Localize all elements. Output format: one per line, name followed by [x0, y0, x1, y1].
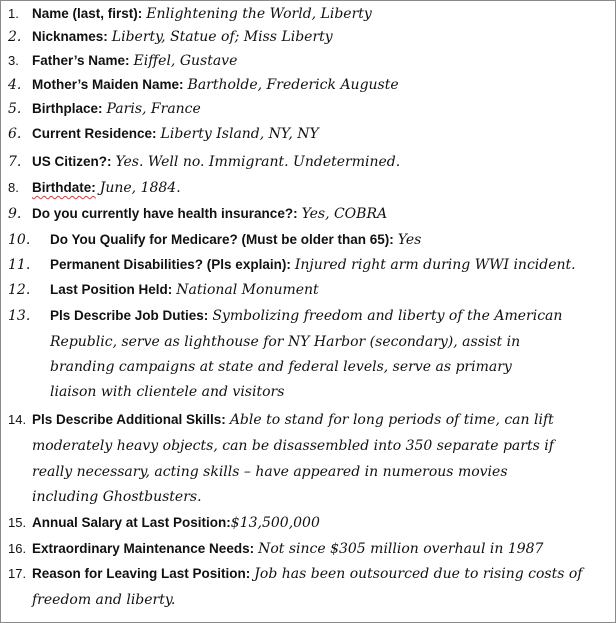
field-answer: June, 1884.	[99, 180, 181, 196]
answer-continuation: moderately heavy objects, can be disassembled into 350 separate parts if	[32, 438, 554, 454]
field-label: Pls Describe Additional Skills:	[32, 412, 226, 427]
field-label: Permanent Disabilities? (Pls explain):	[50, 257, 291, 272]
field-answer: Paris, France	[106, 101, 201, 117]
field-answer: Injured right arm during WWI incident.	[294, 257, 576, 273]
field-label: Birthplace:	[32, 101, 103, 116]
item-number: 9.	[8, 206, 22, 222]
answer-continuation: really necessary, acting skills – have appeared in numerous movies	[32, 464, 508, 480]
field-label: Pls Describe Job Duties:	[50, 308, 209, 323]
field-answer: Yes. Well no. Immigrant. Undetermined.	[115, 154, 401, 170]
field-label: Reason for Leaving Last Position:	[32, 566, 251, 581]
answer-continuation: including Ghostbusters.	[32, 489, 202, 505]
field-label: Father’s Name:	[32, 53, 130, 68]
field-label: Mother’s Maiden Name:	[32, 77, 184, 92]
answer-continuation: freedom and liberty.	[32, 592, 176, 608]
item-number: 7.	[8, 154, 22, 170]
field-answer: Able to stand for long periods of time, can lift	[229, 412, 554, 428]
field-answer: Job has been outsourced due to rising costs of	[254, 566, 583, 582]
field-answer: Yes	[397, 232, 422, 248]
field-answer: Not since $305 million overhaul in 1987	[258, 541, 544, 557]
item-number: 12.	[8, 282, 31, 298]
item-number: 2.	[8, 29, 22, 45]
field-label: Current Residence:	[32, 126, 157, 141]
field-label: Do you currently have health insurance?:	[32, 206, 298, 221]
field-answer: Eiffel, Gustave	[133, 53, 238, 69]
item-number: 4.	[8, 77, 22, 93]
item-number: 11.	[8, 257, 31, 273]
field-answer: Liberty Island, NY, NY	[160, 126, 319, 142]
field-answer: Yes, COBRA	[301, 206, 388, 222]
field-answer: $13,500,000	[230, 515, 320, 531]
item-number: 8.	[8, 180, 19, 195]
field-answer: Enlightening the World, Liberty	[146, 6, 372, 22]
field-answer: Liberty, Statue of; Miss Liberty	[111, 29, 333, 45]
field-label: US Citizen?:	[32, 154, 112, 169]
item-number: 15.	[8, 515, 27, 530]
field-answer: Bartholde, Frederick Auguste	[187, 77, 399, 93]
field-label: Annual Salary at Last Position:	[32, 515, 231, 530]
field-label: Extraordinary Maintenance Needs:	[32, 541, 255, 556]
field-label: Name (last, first):	[32, 6, 143, 21]
field-answer: Symbolizing freedom and liberty of the American	[212, 308, 563, 324]
item-number: 17.	[8, 566, 27, 581]
field-label: Last Position Held:	[50, 282, 173, 297]
answer-continuation: Republic, serve as lighthouse for NY Harbor (secondary), assist in	[50, 334, 521, 350]
field-label: Do You Qualify for Medicare? (Must be older than 65):	[50, 232, 394, 247]
item-number: 1.	[8, 6, 19, 21]
field-answer: National Monument	[176, 282, 319, 298]
field-label: Nicknames:	[32, 29, 108, 44]
item-number: 10.	[8, 232, 31, 248]
answer-continuation: liaison with clientele and visitors	[50, 384, 285, 400]
item-number: 5.	[8, 101, 22, 117]
item-number: 16.	[8, 541, 27, 556]
answer-continuation: branding campaigns at state and federal levels, serve as primary	[50, 359, 512, 375]
item-number: 3.	[8, 53, 19, 68]
field-label: Birthdate:	[32, 180, 96, 195]
item-number: 14.	[8, 412, 27, 427]
item-number: 6.	[8, 126, 22, 142]
item-number: 13.	[8, 308, 31, 324]
